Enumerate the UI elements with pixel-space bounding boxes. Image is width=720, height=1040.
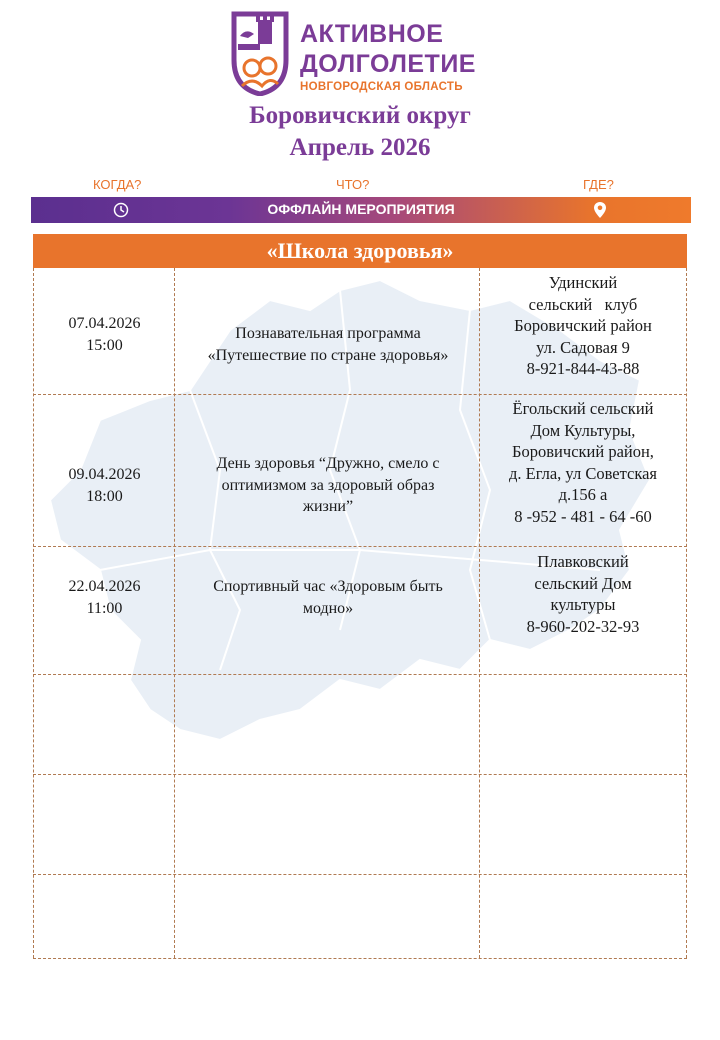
table-divider	[33, 958, 687, 959]
event-title-line: Спортивный час «Здоровым быть	[213, 578, 443, 595]
event-title-line: модно»	[302, 599, 354, 617]
event-place-line: Плавковский	[537, 552, 629, 571]
event-time: 15:00	[86, 336, 123, 354]
event-place-line: ул. Садовая 9	[536, 337, 630, 357]
event-time: 11:00	[86, 599, 123, 617]
event-place-line: д. Егла, ул Советская	[508, 463, 658, 483]
event-place-line: сельский клуб	[528, 294, 638, 314]
event-place	[482, 398, 684, 527]
event-place-line: Боровичский район	[514, 316, 652, 335]
event-place	[482, 551, 684, 637]
event-title-line: жизни”	[302, 498, 354, 515]
event-place-line: Ёгольский сельский	[512, 399, 654, 418]
table-divider	[33, 268, 34, 958]
event-title-line: оптимизмом за здоровый образ	[221, 476, 435, 494]
band-label: ОФФЛАЙН МЕРОПРИЯТИЯ	[267, 201, 455, 217]
table-divider	[479, 268, 480, 958]
logo-line-1: АКТИВНОЕ	[300, 20, 444, 48]
event-title-line: Познавательная программа	[235, 325, 421, 342]
column-header-where: ГДЕ?	[583, 177, 614, 192]
page-title-month: Апрель 2026	[289, 134, 431, 161]
event-place-line: сельский Дом	[534, 573, 632, 593]
event-place-line: Боровичский район,	[512, 442, 654, 461]
logo-region: НОВГОРОДСКАЯ ОБЛАСТЬ	[300, 81, 463, 93]
logo	[230, 10, 500, 98]
event-date: 22.04.2026	[68, 578, 141, 595]
table-divider	[33, 674, 687, 675]
location-pin-icon	[593, 201, 607, 219]
event-place	[482, 272, 684, 380]
event-time: 18:00	[86, 487, 123, 505]
section-header	[33, 234, 687, 268]
event-date-time	[36, 313, 173, 356]
event-title-line: День здоровья “Дружно, смело с	[216, 455, 440, 472]
column-header-when: КОГДА?	[93, 177, 142, 192]
logo-line-2: ДОЛГОЛЕТИЕ	[300, 50, 476, 78]
table-divider	[33, 774, 687, 775]
event-phone: 8-960-202-32-93	[526, 616, 640, 636]
table-divider	[33, 546, 687, 547]
table-divider	[33, 874, 687, 875]
event-title-line: «Путешествие по стране здоровья»	[207, 346, 449, 364]
column-header-what: ЧТО?	[336, 177, 370, 192]
event-place-line: культуры	[550, 595, 616, 614]
event-date: 07.04.2026	[68, 315, 141, 332]
category-band	[31, 197, 691, 223]
event-place-line: д.156 а	[558, 485, 608, 504]
event-place-line: Дом Культуры,	[530, 420, 636, 440]
table-divider	[174, 268, 175, 958]
event-place-line: Удинский	[548, 273, 618, 292]
event-title	[178, 323, 478, 366]
page-title-district: Боровичский округ	[249, 102, 471, 129]
event-title	[178, 576, 478, 619]
event-phone: 8 -952 - 481 - 64 -60	[514, 506, 652, 526]
event-date: 09.04.2026	[68, 466, 141, 483]
logo-emblem-icon	[230, 10, 290, 96]
event-date-time	[36, 576, 173, 619]
table-divider	[33, 394, 687, 395]
event-date-time	[36, 464, 173, 507]
event-phone: 8-921-844-43-88	[526, 359, 640, 378]
table-divider	[686, 268, 687, 958]
section-title: «Школа здоровья»	[266, 238, 454, 263]
event-title	[178, 453, 478, 518]
